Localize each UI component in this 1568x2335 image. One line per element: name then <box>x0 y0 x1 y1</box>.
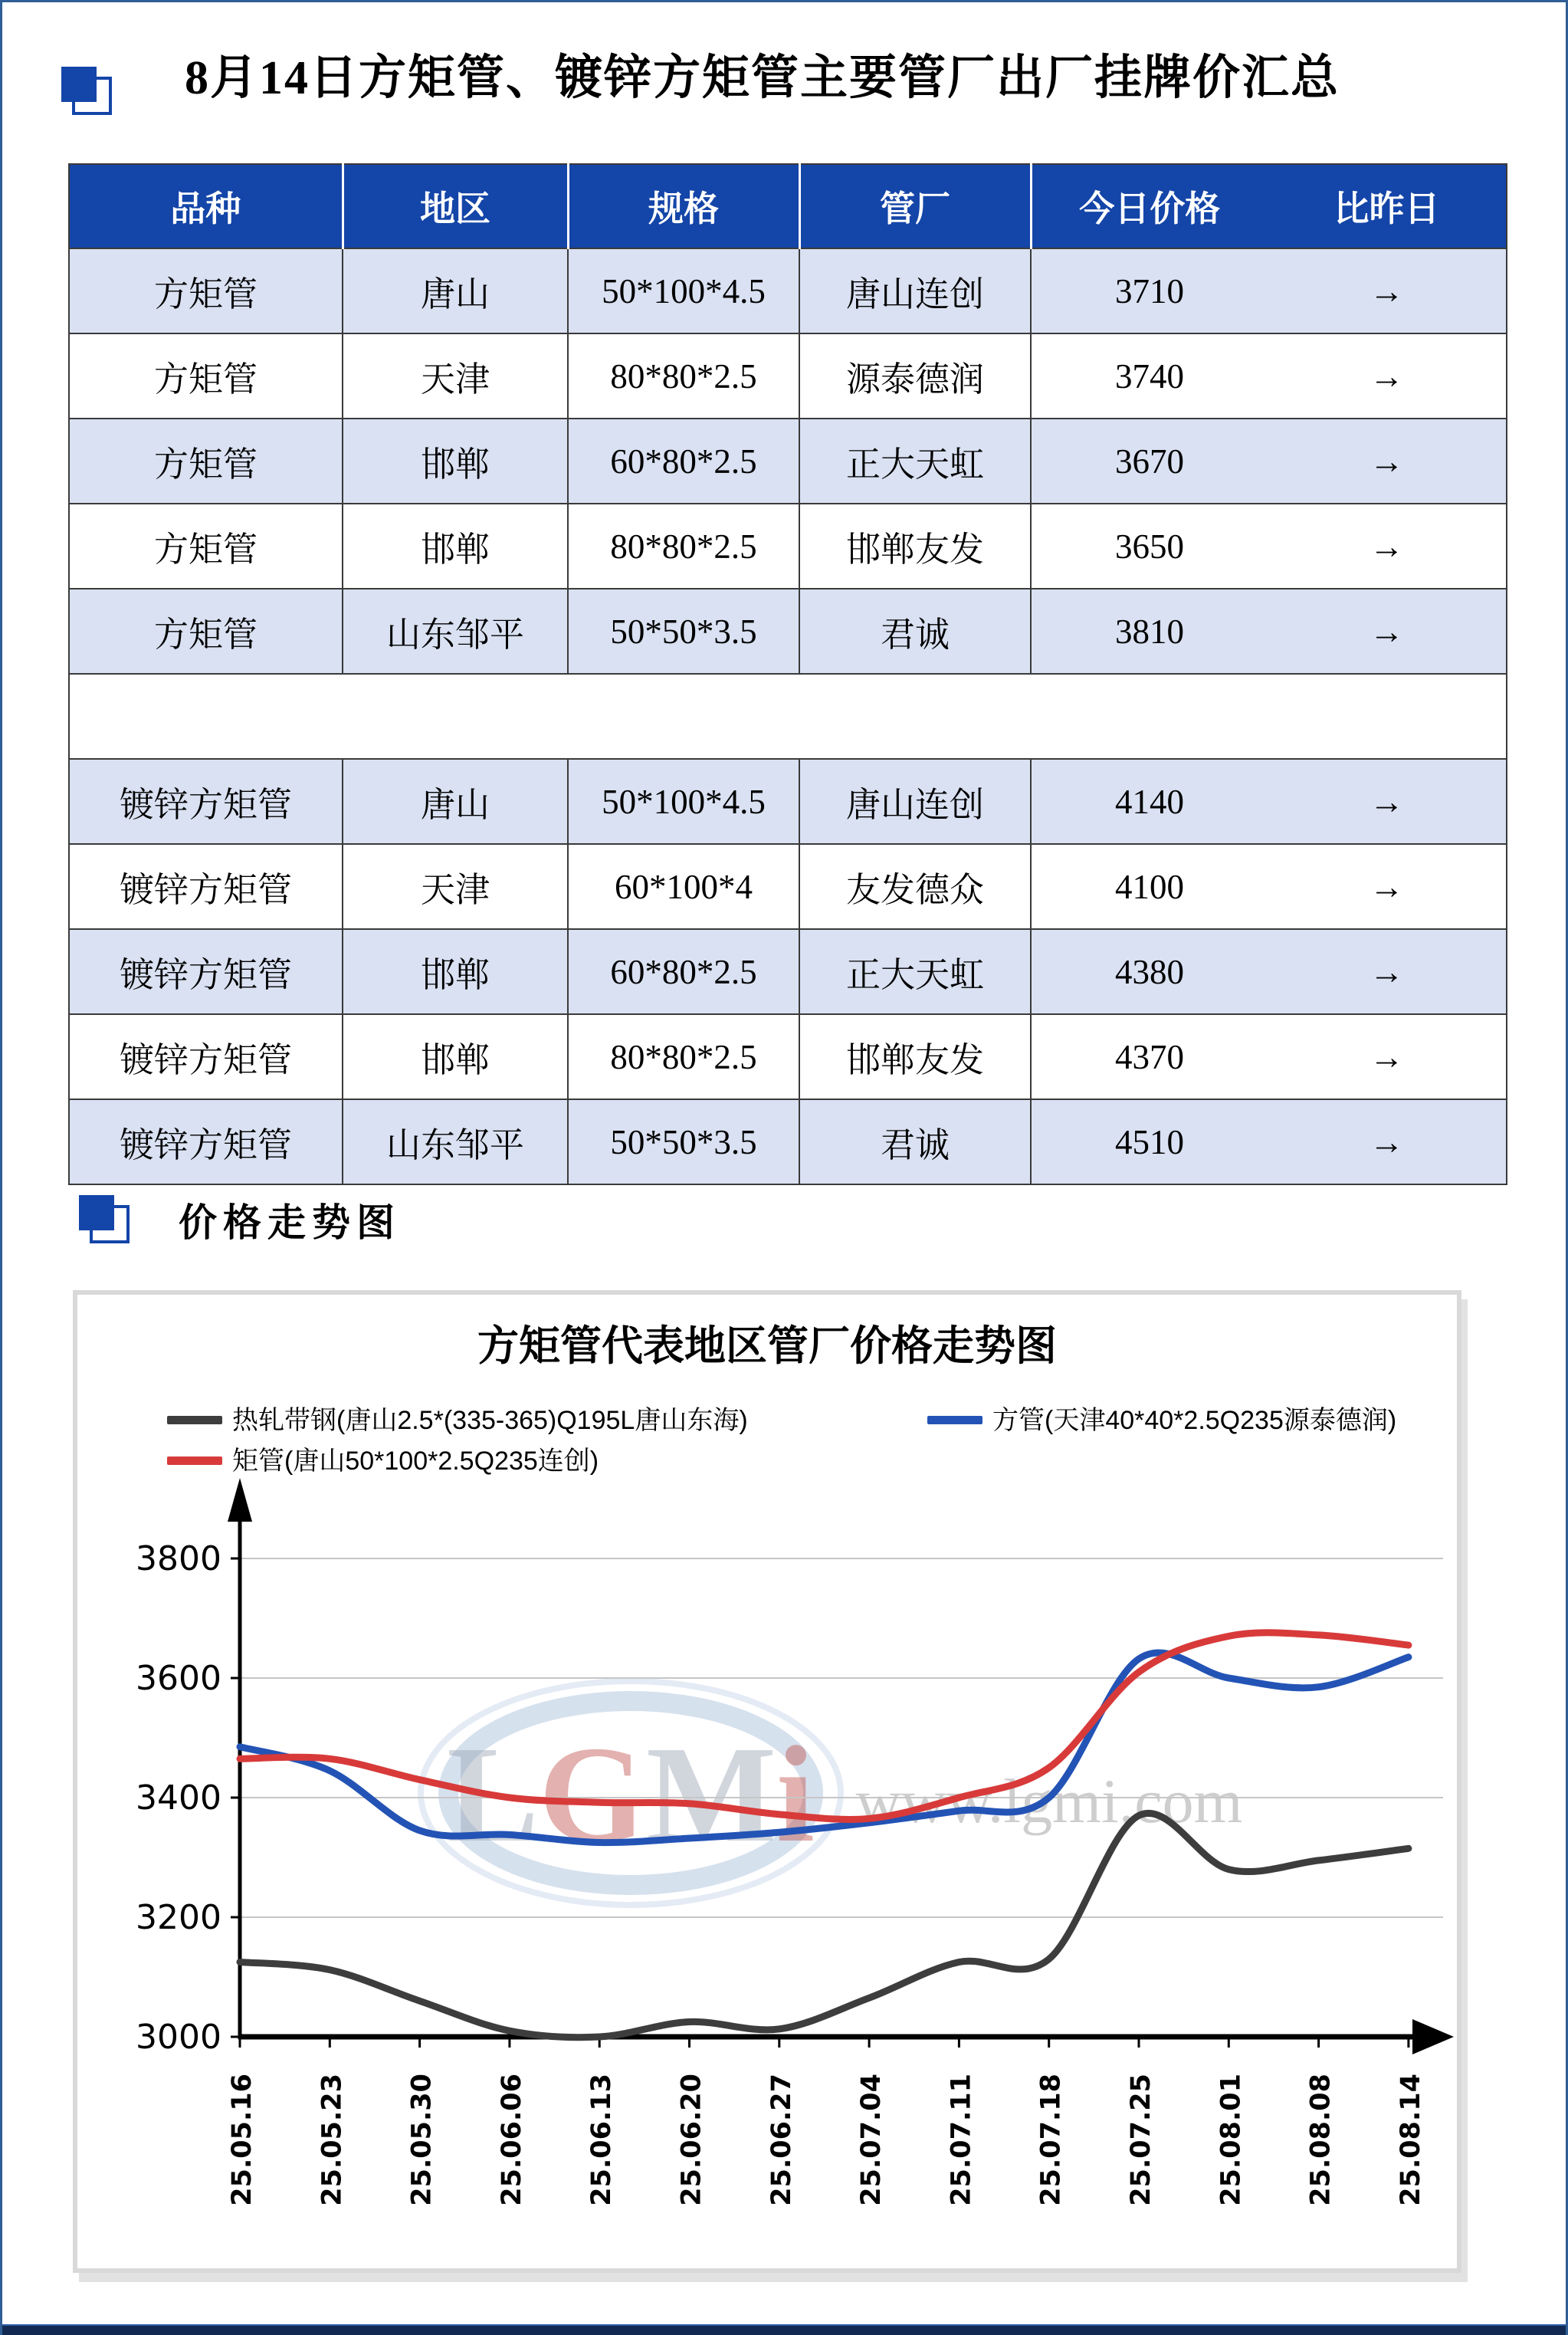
cell-region: 邯郸 <box>343 1014 568 1099</box>
table-row <box>69 589 1507 674</box>
cell-variety: 镀锌方矩管 <box>69 1099 343 1184</box>
svg-text:3400: 3400 <box>136 1778 221 1818</box>
price-trend-chart <box>73 1290 1461 2273</box>
section-bullet-icon <box>79 1195 133 1249</box>
svg-text:25.06.13: 25.06.13 <box>586 2074 618 2206</box>
svg-text:25.07.11: 25.07.11 <box>946 2074 977 2206</box>
trend-arrow-icon: → <box>1268 759 1507 844</box>
cell-region: 天津 <box>343 844 568 929</box>
svg-text:3800: 3800 <box>136 1539 221 1578</box>
svg-text:25.07.04: 25.07.04 <box>856 2074 887 2206</box>
svg-text:25.05.30: 25.05.30 <box>406 2074 438 2206</box>
price-trend-plot <box>77 1295 1457 2268</box>
svg-text:25.06.27: 25.06.27 <box>766 2074 797 2206</box>
svg-text:3600: 3600 <box>136 1659 221 1698</box>
price-table <box>68 163 1507 1185</box>
cell-region: 邯郸 <box>343 504 568 589</box>
cell-spec: 50*50*3.5 <box>568 589 799 674</box>
cell-factory: 正大天虹 <box>799 419 1031 504</box>
cell-region: 山东邹平 <box>343 589 568 674</box>
title-bullet-icon <box>61 67 115 120</box>
svg-text:LGMi: LGMi <box>447 1718 815 1870</box>
cell-spec: 80*80*2.5 <box>568 504 799 589</box>
cell-variety: 镀锌方矩管 <box>69 929 343 1014</box>
svg-text:www.lgmi.com: www.lgmi.com <box>855 1766 1243 1836</box>
column-header-factory: 管厂 <box>799 164 1031 248</box>
chart-title: 方矩管代表地区管厂价格走势图 <box>477 1323 1057 1369</box>
cell-price: 3810 <box>1031 589 1268 674</box>
table-row <box>69 248 1507 333</box>
cell-factory: 君诚 <box>799 1099 1031 1184</box>
trend-arrow-icon: → <box>1268 589 1507 674</box>
column-header-variety: 品种 <box>69 164 343 248</box>
cell-factory: 正大天虹 <box>799 929 1031 1014</box>
footer-bar <box>2 2324 1568 2335</box>
cell-factory: 唐山连创 <box>799 248 1031 333</box>
cell-spec: 50*50*3.5 <box>568 1099 799 1184</box>
trend-arrow-icon: → <box>1268 844 1507 929</box>
cell-factory: 邯郸友发 <box>799 1014 1031 1099</box>
cell-price: 4510 <box>1031 1099 1268 1184</box>
cell-factory: 邯郸友发 <box>799 504 1031 589</box>
table-row <box>69 844 1507 929</box>
table-row <box>69 504 1507 589</box>
cell-variety: 方矩管 <box>69 248 343 333</box>
trend-arrow-icon: → <box>1268 929 1507 1014</box>
cell-region: 山东邹平 <box>343 1099 568 1184</box>
cell-price: 4140 <box>1031 759 1268 844</box>
svg-text:25.05.23: 25.05.23 <box>317 2074 348 2206</box>
bullet-square-icon <box>61 67 97 102</box>
cell-variety: 方矩管 <box>69 419 343 504</box>
legend-label: 热轧带钢(唐山2.5*(335-365)Q195L唐山东海) <box>232 1406 748 1435</box>
cell-price: 3670 <box>1031 419 1268 504</box>
cell-price: 4380 <box>1031 929 1268 1014</box>
svg-text:3200: 3200 <box>136 1898 221 1937</box>
cell-region: 唐山 <box>343 759 568 844</box>
svg-text:25.08.14: 25.08.14 <box>1395 2074 1426 2206</box>
cell-region: 邯郸 <box>343 929 568 1014</box>
legend-label: 方管(天津40*40*2.5Q235源泰德润) <box>992 1406 1397 1435</box>
cell-spec: 60*100*4 <box>568 844 799 929</box>
cell-region: 唐山 <box>343 248 568 333</box>
cell-factory: 君诚 <box>799 589 1031 674</box>
column-header-vs-yesterday: 比昨日 <box>1268 164 1507 248</box>
cell-spec: 60*80*2.5 <box>568 419 799 504</box>
cell-factory: 唐山连创 <box>799 759 1031 844</box>
trend-arrow-icon: → <box>1268 248 1507 333</box>
table-row <box>69 1014 1507 1099</box>
table-row <box>69 1099 1507 1184</box>
column-header-region: 地区 <box>343 164 568 248</box>
table-row <box>69 929 1507 1014</box>
trend-arrow-icon: → <box>1268 419 1507 504</box>
cell-spec: 80*80*2.5 <box>568 333 799 419</box>
spacer-row <box>69 674 1507 759</box>
cell-spec: 80*80*2.5 <box>568 1014 799 1099</box>
bullet-square-icon <box>79 1195 114 1230</box>
cell-variety: 方矩管 <box>69 504 343 589</box>
trend-arrow-icon: → <box>1268 1014 1507 1099</box>
cell-price: 3710 <box>1031 248 1268 333</box>
cell-variety: 方矩管 <box>69 333 343 419</box>
svg-text:25.07.25: 25.07.25 <box>1126 2074 1156 2206</box>
table-header-row <box>69 164 1507 248</box>
cell-variety: 镀锌方矩管 <box>69 759 343 844</box>
svg-text:25.06.20: 25.06.20 <box>676 2074 707 2206</box>
table-row <box>69 333 1507 419</box>
cell-price: 4370 <box>1031 1014 1268 1099</box>
trend-arrow-icon: → <box>1268 504 1507 589</box>
section-title: 价格走势图 <box>179 1201 401 1244</box>
svg-text:25.06.06: 25.06.06 <box>496 2074 527 2206</box>
cell-factory: 源泰德润 <box>799 333 1031 419</box>
cell-factory: 友发德众 <box>799 844 1031 929</box>
svg-text:25.05.16: 25.05.16 <box>227 2074 258 2206</box>
svg-text:25.08.08: 25.08.08 <box>1305 2074 1337 2206</box>
cell-region: 天津 <box>343 333 568 419</box>
legend-label: 矩管(唐山50*100*2.5Q235连创) <box>232 1447 599 1476</box>
svg-text:25.07.18: 25.07.18 <box>1035 2074 1067 2206</box>
trend-arrow-icon: → <box>1268 1099 1507 1184</box>
cell-spec: 50*100*4.5 <box>568 759 799 844</box>
page-title: 8月14日方矩管、镀锌方矩管主要管厂出厂挂牌价汇总 <box>185 52 1340 104</box>
column-header-spec: 规格 <box>568 164 799 248</box>
table-row <box>69 419 1507 504</box>
table-row <box>69 759 1507 844</box>
trend-arrow-icon: → <box>1268 333 1507 419</box>
cell-variety: 镀锌方矩管 <box>69 844 343 929</box>
column-header-price: 今日价格 <box>1031 164 1268 248</box>
cell-price: 3650 <box>1031 504 1268 589</box>
cell-spec: 60*80*2.5 <box>568 929 799 1014</box>
cell-spec: 50*100*4.5 <box>568 248 799 333</box>
cell-price: 4100 <box>1031 844 1268 929</box>
cell-price: 3740 <box>1031 333 1268 419</box>
svg-text:25.08.01: 25.08.01 <box>1215 2074 1247 2206</box>
cell-region: 邯郸 <box>343 419 568 504</box>
cell-variety: 镀锌方矩管 <box>69 1014 343 1099</box>
svg-text:3000: 3000 <box>136 2018 221 2057</box>
cell-variety: 方矩管 <box>69 589 343 674</box>
